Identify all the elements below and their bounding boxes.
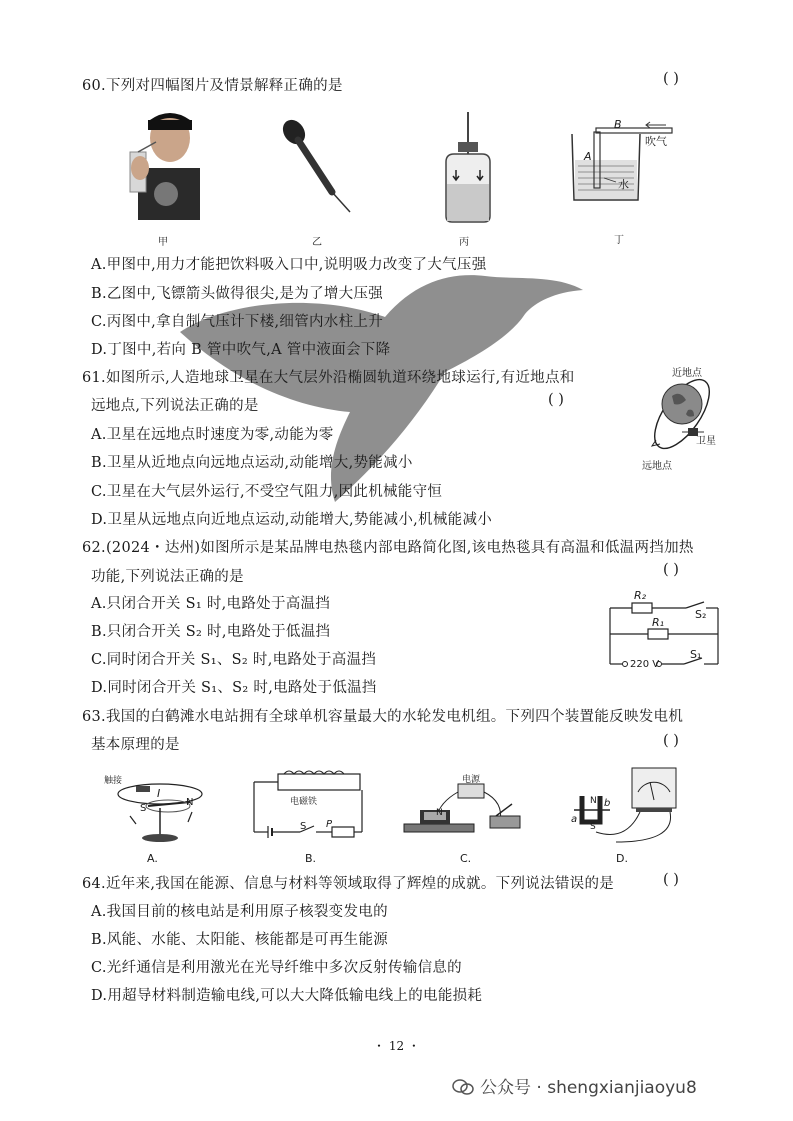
wechat-icon bbox=[452, 1078, 474, 1096]
caption-yi: 乙 bbox=[312, 237, 322, 248]
oersted-compass-figure bbox=[108, 772, 208, 850]
wechat-watermark bbox=[452, 1073, 697, 1098]
q62-option-a: A.只闭合开关 S₁ 时,电路处于高温挡 bbox=[91, 596, 331, 612]
q60-option-b: B.乙图中,飞镖箭头做得很尖,是为了增大压强 bbox=[91, 286, 384, 302]
label-S1: S₁ bbox=[690, 648, 702, 661]
label-blow: 吹气 bbox=[645, 135, 667, 148]
label-perigee: 近地点 bbox=[672, 368, 702, 379]
q64-answer-paren: ( ) bbox=[663, 872, 679, 888]
q60-stem: 60.下列对四幅图片及情景解释正确的是 bbox=[82, 78, 343, 94]
q61-option-c: C.卫星在大气层外运行,不受空气阻力,因此机械能守恒 bbox=[91, 484, 443, 500]
caption-jia: 甲 bbox=[158, 237, 168, 248]
q63-stem-line1: 63.我国的白鹤滩水电站拥有全球单机容量最大的水轮发电机组。下列四个装置能反映发电机 bbox=[82, 709, 684, 725]
label-b-em: 电磁铁 bbox=[290, 797, 318, 807]
q62-answer-paren: ( ) bbox=[663, 562, 679, 578]
caption-C: C. bbox=[460, 852, 472, 865]
caption-bing: 丙 bbox=[459, 237, 469, 248]
caption-B: B. bbox=[305, 852, 317, 865]
barometer-jar-figure bbox=[440, 112, 496, 224]
q63-stem-line2: 基本原理的是 bbox=[91, 737, 180, 753]
q62-option-d: D.同时闭合开关 S₁、S₂ 时,电路处于低温挡 bbox=[91, 680, 377, 696]
label-apogee: 远地点 bbox=[642, 461, 672, 472]
q64-option-a: A.我国目前的核电站是利用原子核裂变发电的 bbox=[91, 904, 388, 920]
label-d-N: N bbox=[590, 796, 597, 806]
label-a-wire: 触接 bbox=[104, 776, 123, 786]
heating-blanket-circuit-figure bbox=[604, 594, 724, 674]
q61-answer-paren: ( ) bbox=[548, 392, 564, 408]
boy-drinking-figure bbox=[122, 108, 204, 220]
label-c-N: N bbox=[436, 808, 443, 818]
q60-answer-paren: ( ) bbox=[663, 71, 679, 87]
q64-option-b: B.风能、水能、太阳能、核能都是可再生能源 bbox=[91, 932, 389, 948]
galvanometer-magnet-figure bbox=[566, 762, 684, 852]
dart-figure bbox=[276, 114, 356, 214]
q60-option-c: C.丙图中,拿自制气压计下楼,细管内水柱上升 bbox=[91, 314, 384, 330]
label-a-S: S bbox=[140, 803, 147, 814]
q62-stem-line1: 62.(2024・达州)如图所示是某品牌电热毯内部电路简化图,该电热毯具有高温和低温两挡加热 bbox=[82, 540, 694, 556]
label-c-src: 电源 bbox=[462, 775, 481, 785]
label-b-S: S bbox=[300, 821, 307, 832]
q62-stem-line2: 功能,下列说法正确的是 bbox=[91, 569, 244, 585]
q64-stem: 64.近年来,我国在能源、信息与材料等领域取得了辉煌的成就。下列说法错误的是 bbox=[82, 876, 615, 892]
q61-option-d: D.卫星从远地点向近地点运动,动能增大,势能减小,机械能减小 bbox=[91, 512, 493, 528]
label-A: A bbox=[584, 150, 592, 163]
label-R1: R₁ bbox=[652, 616, 665, 629]
label-d-b: b bbox=[604, 798, 611, 809]
q63-answer-paren: ( ) bbox=[663, 733, 679, 749]
q62-option-b: B.只闭合开关 S₂ 时,电路处于低温挡 bbox=[91, 624, 331, 640]
label-b-P: P bbox=[326, 819, 333, 830]
label-d-a: a bbox=[571, 814, 578, 825]
label-S2: S₂ bbox=[695, 608, 707, 621]
label-water: 水 bbox=[618, 178, 629, 191]
q60-option-d: D.丁图中,若向 B 管中吹气,A 管中液面会下降 bbox=[91, 342, 391, 358]
label-a-N: N bbox=[186, 797, 194, 808]
label-a-I: I bbox=[157, 787, 161, 800]
page-number: ・ 12 ・ bbox=[373, 1039, 420, 1053]
caption-ding: 丁 bbox=[614, 235, 624, 246]
q64-option-c: C.光纤通信是利用激光在光导纤维中多次反射传输信息的 bbox=[91, 960, 462, 976]
q62-option-c: C.同时闭合开关 S₁、S₂ 时,电路处于高温挡 bbox=[91, 652, 377, 668]
electromagnet-circuit-figure bbox=[250, 768, 370, 848]
label-R2: R₂ bbox=[634, 589, 647, 602]
q61-option-a: A.卫星在远地点时速度为零,动能为零 bbox=[91, 427, 334, 443]
q61-stem-line1: 61.如图所示,人造地球卫星在大气层外沿椭圆轨道环绕地球运行,有近地点和 bbox=[82, 370, 575, 386]
label-d-S: S bbox=[590, 822, 596, 832]
label-satellite: 卫星 bbox=[696, 436, 716, 447]
caption-D: D. bbox=[616, 852, 628, 865]
q64-option-d: D.用超导材料制造输电线,可以大大降低输电线上的电能损耗 bbox=[91, 988, 483, 1004]
q61-option-b: B.卫星从近地点向远地点运动,动能增大,势能减小 bbox=[91, 455, 413, 471]
q60-option-a: A.甲图中,用力才能把饮料吸入口中,说明吸力改变了大气压强 bbox=[91, 257, 487, 273]
label-220V: 220 V bbox=[630, 659, 660, 670]
satellite-orbit-figure bbox=[636, 370, 726, 462]
watermark-text: 公众号 · shengxianjiaoyu8 bbox=[480, 1078, 697, 1098]
label-B: B bbox=[614, 118, 622, 131]
caption-A: A. bbox=[147, 852, 158, 865]
q61-stem-line2: 远地点,下列说法正确的是 bbox=[91, 398, 259, 414]
